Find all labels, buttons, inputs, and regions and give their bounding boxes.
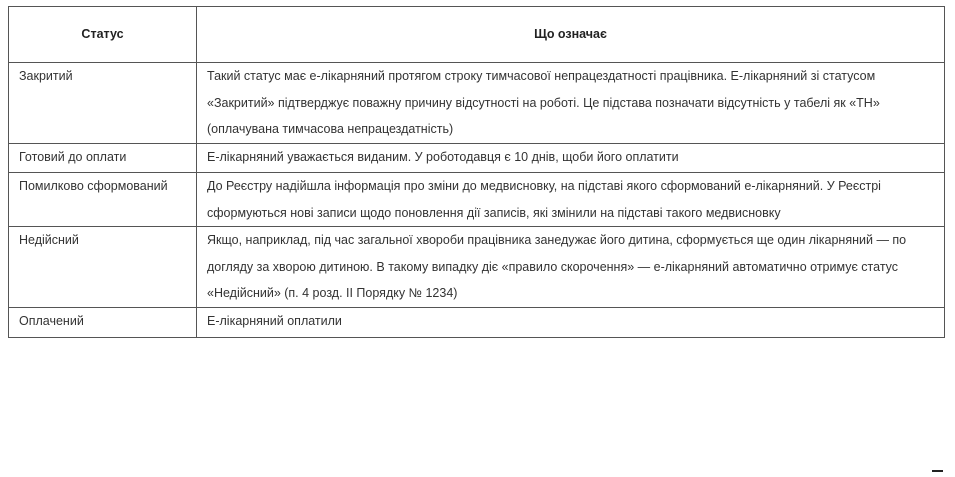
corner-mark <box>932 470 943 472</box>
meaning-cell: Е-лікарняний уважається виданим. У роботодавця є 10 днів, щоби його оплатити <box>197 144 945 173</box>
meaning-cell: Такий статус має е-лікарняний протягом строку тимчасової непрацездатності працівника. Е-лікарняний зі статусом «Закритий» підтверджує поважну причину відсутності на роботі. Це підстава позначати відсутність у табелі як «ТН» (оплачувана тимчасова непрацездатність) <box>197 63 945 144</box>
header-status: Статус <box>9 7 197 63</box>
status-cell: Закритий <box>9 63 197 144</box>
table-row <box>9 144 945 173</box>
table-row <box>9 307 945 337</box>
table-header-row <box>9 7 945 63</box>
status-table <box>8 6 945 338</box>
meaning-cell: Е-лікарняний оплатили <box>197 307 945 337</box>
table-row <box>9 173 945 227</box>
status-cell: Оплачений <box>9 307 197 337</box>
status-cell: Помилково сформований <box>9 173 197 227</box>
header-meaning: Що означає <box>197 7 945 63</box>
meaning-cell: Якщо, наприклад, під час загальної хвороби працівника занедужає його дитина, сформується ще один лікарняний — по догляду за хворою дитиною. В такому випадку діє «правило скорочення» — е-лікарняний автоматично отримує статус «Недійсний» (п. 4 розд. ІІ Порядку № 1234) <box>197 227 945 308</box>
status-cell: Недійсний <box>9 227 197 308</box>
table-row <box>9 227 945 308</box>
table-row <box>9 63 945 144</box>
status-cell: Готовий до оплати <box>9 144 197 173</box>
meaning-cell: До Реєстру надійшла інформація про зміни до медвисновку, на підставі якого сформований е-лікарняний. У Реєстрі сформуються нові записи щодо поновлення дії записів, які змінили на підставі такого медвисновку <box>197 173 945 227</box>
